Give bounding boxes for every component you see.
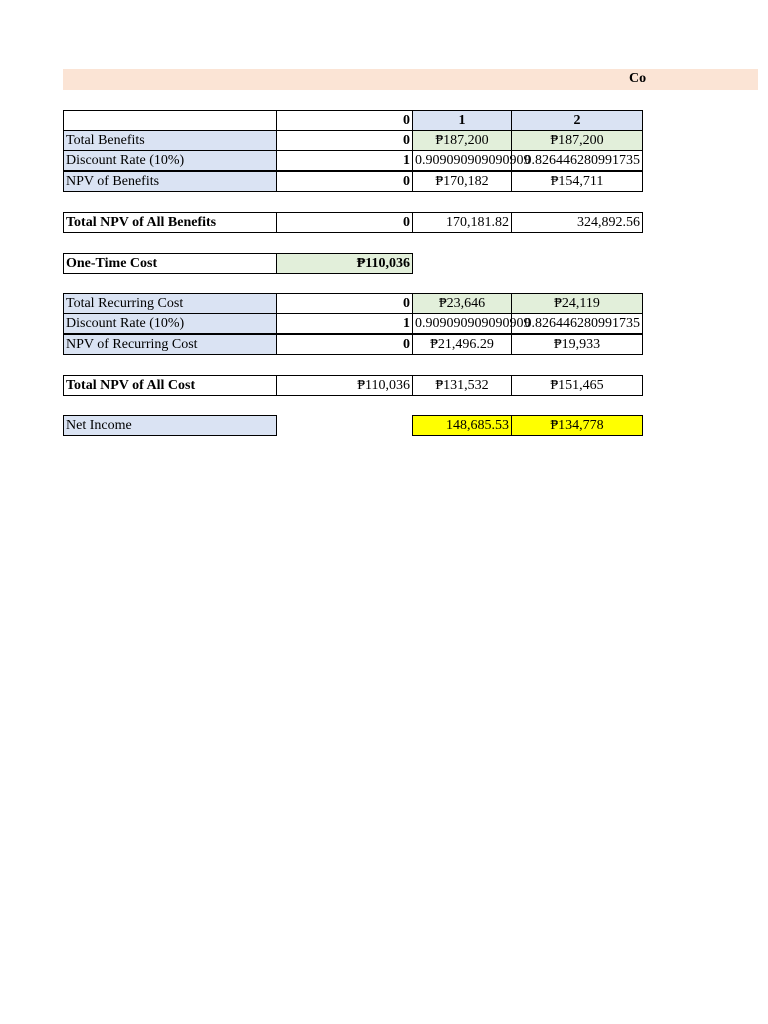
npv-recurring-cost-year-2[interactable]: ₱19,933 [511,334,643,355]
total-benefits-label[interactable]: Total Benefits [63,130,277,151]
total-npv-benefits-label[interactable]: Total NPV of All Benefits [63,212,277,233]
npv-recurring-cost-year-1[interactable]: ₱21,496.29 [412,334,512,355]
npv-benefits-label[interactable]: NPV of Benefits [63,171,277,192]
total-recurring-cost-year-1[interactable]: ₱23,646 [412,293,512,314]
recurring-discount-rate-label[interactable]: Discount Rate (10%) [63,313,277,334]
npv-recurring-cost-label[interactable]: NPV of Recurring Cost [63,334,277,355]
net-income-label[interactable]: Net Income [63,415,277,436]
sheet-title: Co [629,71,647,86]
total-npv-cost-year-2[interactable]: ₱151,465 [511,375,643,396]
total-benefits-year-1[interactable]: ₱187,200 [412,130,512,151]
total-recurring-cost-year-0[interactable]: 0 [276,293,413,314]
total-benefits-year-0[interactable]: 0 [276,130,413,151]
total-npv-cost-year-1[interactable]: ₱131,532 [412,375,512,396]
net-income-year-2[interactable]: ₱134,778 [511,415,643,436]
one-time-cost-value[interactable]: ₱110,036 [276,253,413,274]
total-benefits-year-2[interactable]: ₱187,200 [511,130,643,151]
total-npv-benefits-year-2[interactable]: 324,892.56 [511,212,643,233]
total-recurring-cost-label[interactable]: Total Recurring Cost [63,293,277,314]
title-band [63,69,758,90]
recurring-discount-rate-year-0[interactable]: 1 [276,313,413,334]
npv-benefits-year-0[interactable]: 0 [276,171,413,192]
total-npv-benefits-year-1[interactable]: 170,181.82 [412,212,512,233]
header-cell-year-2[interactable]: 2 [511,110,643,131]
benefits-discount-rate-year-0[interactable]: 1 [276,150,413,171]
recurring-discount-rate-year-2[interactable]: 0.826446280991735 [511,313,643,334]
npv-recurring-cost-year-0[interactable]: 0 [276,334,413,355]
total-npv-cost-year-0[interactable]: ₱110,036 [276,375,413,396]
benefits-discount-rate-year-2[interactable]: 0.826446280991735 [511,150,643,171]
header-cell-year-1[interactable]: 1 [412,110,512,131]
header-cell-label[interactable] [63,110,277,131]
npv-benefits-year-2[interactable]: ₱154,711 [511,171,643,192]
recurring-discount-rate-year-1[interactable]: 0.909090909090909 [412,313,512,334]
npv-benefits-year-1[interactable]: ₱170,182 [412,171,512,192]
total-recurring-cost-year-2[interactable]: ₱24,119 [511,293,643,314]
benefits-discount-rate-label[interactable]: Discount Rate (10%) [63,150,277,171]
benefits-discount-rate-year-1[interactable]: 0.909090909090909 [412,150,512,171]
net-income-year-1[interactable]: 148,685.53 [412,415,512,436]
total-npv-benefits-year-0[interactable]: 0 [276,212,413,233]
header-cell-year-0[interactable]: 0 [276,110,413,131]
one-time-cost-label[interactable]: One-Time Cost [63,253,277,274]
total-npv-cost-label[interactable]: Total NPV of All Cost [63,375,277,396]
